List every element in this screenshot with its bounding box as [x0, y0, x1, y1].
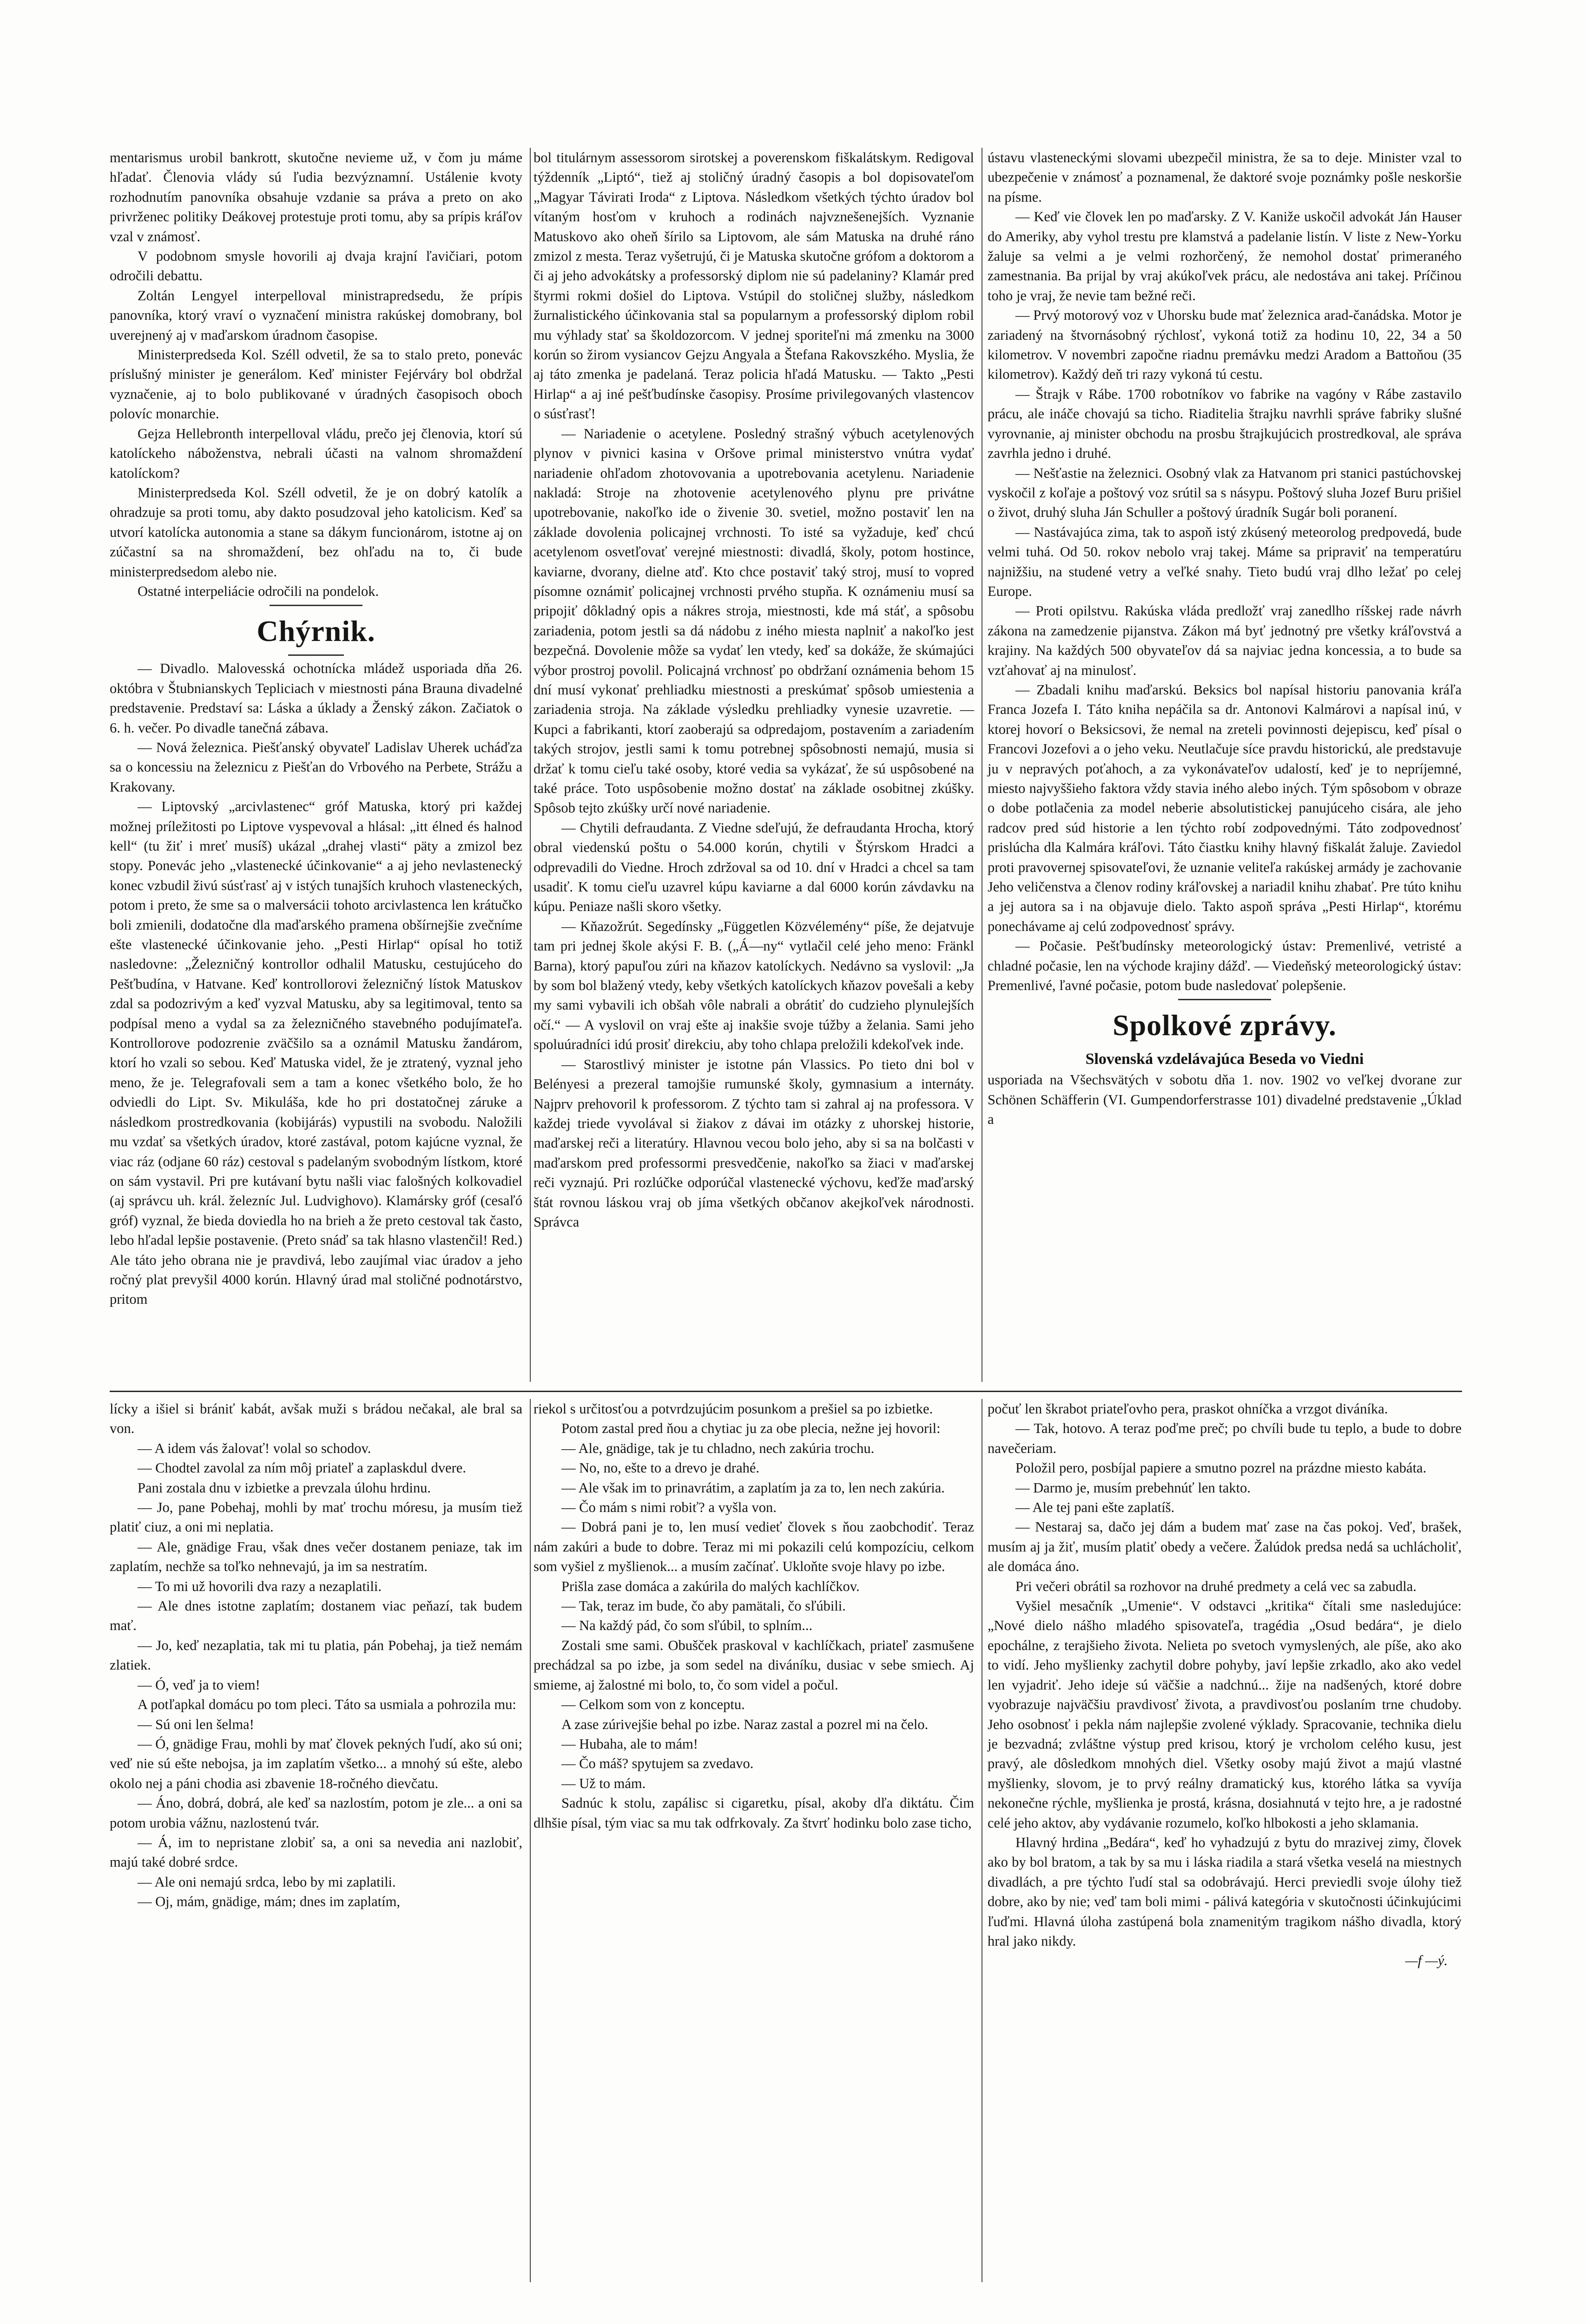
dialogue-line: — Áno, dobrá, dobrá, ale keď sa nazlostím, potom je zle... a oni sa potom urobia vážnu, nazlostenú tvár.	[110, 1795, 522, 1831]
dialogue-line: — Čo máš? spytujem sa zvedavo.	[561, 1756, 754, 1772]
news-item: — Chytili defraudanta. Z Viedne sdeľujú, že defraudanta Hrocha, ktorý obral viedenskú poštu o 54.000 korún, chytili v Štýrskom Hradci a odprevadili do Viedne. Hroch zdržoval sa od 10. dní v Hradci a chcel sa tam usadiť. K tomu cieľu uzavrel kúpu kaviarne a dal 6000 korún závdavku na kúpu. Peniaze našli skoro všetky.	[534, 819, 974, 915]
paragraph: Prišla zase domáca a zakúrila do malých kachlíčkov.	[561, 1578, 860, 1594]
paragraph: Pani zostala dnu v izbietke a prevzala úlohu hrdinu.	[138, 1479, 431, 1496]
news-item: — Nešťastie na železnici. Osobný vlak za Hatvanom pri stanici pastúchovskej vyskočil z koľaje a poštový voz srútil sa s násypu. Poštový sluha Jozef Buru prišiel o život, druhý sluha Ján Schuller a poštový úradník Sugár boli poranení.	[988, 465, 1462, 521]
news-item: — Nastávajúca zima, tak to aspoň istý zkúsený meteorolog predpovedá, bude velmi tuhá. Od 50. rokov nebolo vraj takej. Máme sa pripraviť na temperatúru najnižšiu, na studené vetry a veľké snahy. Tieto budú vraj dlho ležať po celej Europe.	[988, 524, 1462, 599]
paragraph: Gejza Hellebronth interpelloval vládu, prečo jej členovia, ktorí sú katolíckeho náboženstva, nebrali účasti na valnom shromaždení katolíckom?	[110, 425, 522, 481]
paragraph: mentarismus urobil bankrott, skutočne nevieme už, v čom ju máme hľadať. Členovia vlády sú ľudia bezvýznamní. Ustálenie kvoty rozhodnutím panovníka obsahuje vzdanie sa práva a preto on ako privrženec politiky Deákovej protestuje proti tomu, aby sa prípis kráľov vzal v známosť.	[110, 150, 522, 244]
news-item: — Starostlivý minister je istotne pán Vlassics. Po tieto dni bol v Belényesi a prezeral tamojšie rumunské školy, gymnasium a internáty. Najprv prehovoril k professorom. Z týchto tam si zahral aj na professora. V každej triede vyvolával si žiakov z dávai im otázky z uhorskej historie, maďarskej reči a literatúry. Hlavnou vecou bolo jeho, aby si sa na bolčasti v maďarskom pred professormi presvedčenie, nakoľko sa žiaci v maďarskej reči vyznajú. Pri rozlúčke odporúčal vlastenecké výchovu, keďže maďarský štát rovnou láskou vraj ob jíma všetkých občanov akejkoľvek národnosti. Správca	[534, 1056, 974, 1230]
dialogue-line: — Oj, mám, gnädige, mám; dnes im zaplatím,	[138, 1894, 400, 1910]
section-divider	[270, 605, 362, 606]
paragraph: Zostali sme sami. Obušček praskoval v kachlíčkach, priateľ zasmušene prechádzal sa po izbe, ja som sedel na diváníku, dusiac v sebe smiech. Aj smieme, aj žalostné mi bolo, to, čo som videl a počul.	[534, 1637, 974, 1693]
dialogue-line: — Sú oni len šelma!	[138, 1716, 254, 1732]
dialogue-line: — Už to mám.	[561, 1775, 646, 1791]
dialogue-line: — Na každý pád, čo som sľúbil, to splním...	[561, 1618, 813, 1634]
section-divider	[1178, 999, 1271, 1000]
paragraph: Vyšiel mesačník „Umenie“. V odstavci „kritika“ čítali sme nasledujúce: „Nové dielo nášho mladého spisovateľa, tragédia „Osud bedára“, je dielo epochálne, z terajšieho života. Nelieta po svetoch vymyslených, ale píše, ako ako to vidí. Jeho myšlienky zachytil dobre pohyby, javí lepšie zrkadlo, ako ako vedel len vyjadriť. Jeho ideje sú väčšie a nadchnú... žije na nadšených, ktoré dobre vyobrazuje najväčšiu pravdivosť života, a pravdivosťou poslaním trne chudoby. Jeho osobnosť i pekla nám najlepšie zvolené výklady. Spracovanie, technika dielu je bezvadná; zvláštne výstup pred krisou, ktorý je vrcholom celého kusu, jest pravý, ale dôsledkom mnohých diel. Všetky osoby majú život a majú vlastné myšlienky, slovom, je to prvý reálny dramatický kus, ktorého látka sa vyvíja nekonečne rýchle, myšlienka je prostá, krásna, dosiahnutá v tejto hre, a je radostné celé jeho aktov, aby vydávanie rozumelo, koľko hlbokosti a jeho sklamania.	[988, 1598, 1462, 1831]
news-item: — Nariadenie o acetylene. Posledný strašný výbuch acetylenových plynov v pivnici kasina v Oršove primal ministerstvo vnútra vydať nariadenie ohľadom zhotovovania a upotrebovania acetylenu. Nariadenie nakladá: Stroje na zhotovenie acetylenového plynu pre privátne upotrebovanie, nakoľko ide o živenie 30. svetiel, možno postaviť len na základe dovolenia policajnej vrchnosti. To isté sa vyžaduje, keď chcú acetylenom osvetľovať verejné miestnosti: divadlá, školy, potom hostince, kaviarne, dvorany, dielne atď. Kto chce postaviť taký stroj, musí to vopred písomne oznámiť policajnej vrchnosti prvého stupňa. K oznámeniu musí sa pripojiť dôkladný opis a nákres stroja, miestnosti, kde má stáť, a spôsobu zariadenia, potom jestli sa dá nádobu z iného miesta naplniť a nakoľko jest bezpečná. Dovolenie môže sa vydať len vtedy, keď sa dokáže, že skúmajúci výbor prostroj povolil. Policajná vrchnosť po obdržaní oznámenia behom 15 dní musí vykonať prehliadku miestnosti a preskúmať spôsob umiestenia a zariadenia stroja. Na základe výsledku prehliadky vynesie uzavretie. — Kupci a fabrikanti, ktorí zaoberajú sa odpredajom, postavením a zariadením takých strojov, jestli sami k tomu potrebnej spôsobnosti nemajú, musia si držať k tomu cieľu také osoby, ktoré vedia sa vykázať, že sú uspôsobené na také práce. Toto uspôsobenie možno dostať na základe osobitnej zkúšky. Spôsob tejto zkúšky určí nové nariadenie.	[534, 425, 974, 816]
dialogue-line: — Tak, hotovo. A teraz poďme preč; po chvíli bude tu teplo, a bude to dobre navečeriam.	[988, 1420, 1462, 1456]
dialogue-line: — Ale oni nemajú srdca, lebo by mi zaplatili.	[138, 1874, 396, 1890]
paragraph: Položil pero, posbíjal papiere a smutno pozrel na prázdne miesto kabáta.	[1015, 1460, 1427, 1476]
dialogue-line: — Dobrá pani je to, len musí vedieť človek s ňou zaobchodiť. Teraz nám zakúri a bude to dobre. Teraz mi mi pokazili celú kompozíciu, celkom som vyšiel z myšlienok... a musím začínať. Ukloňte svoje hlavy po izbe.	[534, 1519, 974, 1575]
author-signature: —f —ý.	[1405, 1953, 1448, 1969]
dialogue-line: — Chodtel zavolal za ním môj priateľ a zaplaskdul dvere.	[138, 1460, 466, 1476]
paragraph: usporiada na Všechsvätých v sobotu dňa 1. nov. 1902 vo veľkej dvorane zur Schönen Schäfferin (VI. Gumpendorferstrasse 101) divadelné predstavenie „Úklad a	[988, 1072, 1462, 1128]
upper-column-2	[534, 148, 974, 1232]
dialogue-line: — Nestaraj sa, dačo jej dám a budem mať zase na čas pokoj. Veď, brašek, musím aj ja žiť, musím platiť obedy a večere. Žalúdok predsa nedá sa uchlácholiť, ale domáca áno.	[988, 1519, 1462, 1575]
dialogue-line: — Jo, pane Pobehaj, mohli by mať trochu móresu, ja musím tiež platiť ciuz, a oni mi neplatia.	[110, 1499, 522, 1535]
paragraph: bol titulárnym assessorom sirotskej a poverenskom fiškalátskym. Redigoval týždenník „Liptó“, tiež aj stoličný úradný časopis a bol dopisovateľom „Magyar Távirati Iroda“ z Liptova. Následkom všetkých týchto úradov bol vítaným hosťom v kruhoch a rodinách najvznešenejších. Vyznanie Matuskovo ako oheň šírilo sa Liptovom, ale sám Matuska na druhé ráno zmizol z mesta. Teraz vyšetrujú, či je Matuska skutočne grófom a doktorom a či aj jeho advokátsky a professorský diplom nie sú padelaniny? Klamár pred štyrmi rokmi došiel do Liptova. Vstúpil do stoličnej služby, následkom žurnalistického účinkovania stal sa popularnym a professorský diplom robil mu výhlady stať sa školdozorcom. V jednej sporiteľni má zmenku na 3000 korún so žirom vysiancov Gejzu Angyala a Štefana Rakovszkého. Myslia, že aj táto zmenka je padelaná. Teraz policia hľadá Matusku. — Takto „Pesti Hirlap“ a aj iné pešťbudínske časopisy. Prosíme privilegovaných vlastencov o súsťrasť!	[534, 150, 974, 422]
paragraph: Sadnúc k stolu, zapálisc si cigaretku, písal, akoby dľa diktátu. Čim dlhšie písal, tým viac sa mu tak odfrkovaly. Za štvrť hodinku bolo zase ticho,	[534, 1795, 974, 1831]
section-divider	[288, 654, 344, 656]
lower-column-1	[110, 1399, 522, 1912]
chyrnik-heading: Chýrnik.	[257, 614, 376, 648]
paragraph: riekol s určitosťou a potvrdzujúcim posunkom a prešiel sa po izbietke.	[534, 1401, 933, 1417]
dialogue-line: — Ale tej pani ešte zaplatíš.	[1015, 1499, 1175, 1516]
paragraph: A potľapkal domácu po tom pleci. Táto sa usmiala a pohrozila mu:	[138, 1697, 516, 1713]
paragraph: Ostatné interpeliácie odročili na pondelok.	[138, 583, 379, 599]
paragraph: A zase zúrivejšie behal po izbe. Naraz zastal a pozrel mi na čelo.	[561, 1716, 929, 1732]
spolkove-subheading: Slovenská vzdelávajúca Beseda vo Viedni	[1085, 1050, 1364, 1068]
paragraph: Ministerpredseda Kol. Széll odvetil, že je on dobrý katolík a ohradzuje sa proti tomu, aby dakto posudzoval jeho katolicism. Keď sa utvorí katolícka autonomia a stane sa dákym funcionárom, istotne aj on zúčastní sa na shromaždení, bez ohľadu na to, či bude ministerpredsedom alebo nie.	[110, 484, 522, 580]
paragraph: V podobnom smysle hovorili aj dvaja krajní ľavičiari, potom odročili debattu.	[110, 248, 522, 284]
lower-column-2	[534, 1399, 974, 1833]
dialogue-line: — Jo, keď nezaplatia, tak mi tu platia, pán Pobehaj, ja tiež nemám zlatiek.	[110, 1637, 522, 1673]
news-item: — Divadlo. Malovesská ochotnícka mládež usporiada dňa 26. októbra v Štubnianskych Tepliciach v miestnosti pána Brauna divadelné predstavenie. Predstaví sa: Láska a úklady a Ženský zákon. Začiatok o 6. h. večer. Po divadle tanečná zábava.	[110, 660, 522, 736]
paragraph: Zoltán Lengyel interpelloval ministrapredsedu, že prípis panovníka, ktorý vraví o vyznačení ministra rakúskej domobrany, bol uverejnený aj v maďarskom úradnom časopise.	[110, 287, 522, 343]
news-item: — Kňazožrút. Segedínsky „Független Közvélemény“ píše, že dejatvuje tam pri jednej škole akýsi F. B. („Á—ny“ vytlačil celé jeho meno: Fränkl Barna), ktorý papuľou zúri na kňazov katolíckych. Nedávno sa vyslovil: „Ja by som bol blažený vtedy, keby všetkých katolíckych kňazov povešali a keby my sami vybavili ich obšah vôle nabrali a obrátiť do cudzieho plynulejších očí.“ — A vyslovil on vraj ešte aj inakšie svoje túžby a želania. Sami jeho spoluúradníci idú prosiť direkciu, aby toho chlapa preložili kdekoľvek inde.	[534, 918, 974, 1053]
paragraph: Ministerpredseda Kol. Széll odvetil, že sa to stalo preto, ponevác príslušný minister je generálom. Keď minister Fejérváry bol obdržal vyznačenie, aj to bolo publikované v úradných časopisoch oboch polovíc monarchie.	[110, 347, 522, 422]
paragraph: Hlavný hrdina „Bedára“, keď ho vyhadzujú z bytu do mrazivej zimy, človek ako by bol bratom, a tak by sa mu i láska riadila a stará všetka veselá na miestnych divadlách, a pre týchto ľudí stal sa odobrávajú. Herci previedli svoje úlohy tiež dobre, ako by nie; veď tam boli mimi - pálivá kategória v skutočnosti účinkujúcimi ľuďmi. Hlavná úloha zastúpená bola znamenitým tragikom nášho divadla, ktorý hral jako nikdy.	[988, 1834, 1462, 1949]
dialogue-line: — Tak, teraz im bude, čo aby pamätali, čo sľúbili.	[561, 1598, 846, 1614]
dialogue-line: — Ale, gnädige, tak je tu chladno, nech zakúria trochu.	[561, 1440, 875, 1456]
dialogue-line: — Ó, veď ja to viem!	[138, 1677, 260, 1693]
spolkove-heading: Spolkové zprávy.	[1113, 1009, 1337, 1042]
news-item: — Liptovský „arcivlastenec“ gróf Matuska, ktorý pri každej možnej príležitosti po Liptove vyspevoval a hlásal: „itt élned és halnod kell“ (tu žiť i mreť musíš) ukázal „drahej vlasti“ päty a zmizol bez stopy. Ponevác jeho „vlastenecké účinkovanie“ a aj jeho nevlastenecký konec vzbudil živú súsťrasť aj v istých tunajších kruhoch vlasteneckých, potom i preto, že sme sa o malversácii tohoto arcivlastenca len krátučko boli zmienili, dodatočne dla maďarského pramena obšírnejšie zvečníme ešte vlastenecké účinkovanie jeho. „Pesti Hirlap“ opísal ho totiž nasledovne: „Železničný kontrollor odhalil Matusku, cestujúceho do Pešťbudína, v Hatvane. Keď kontrollorovi železničný lístok Matuskov zdal sa podozrivým a keď vyzval Matusku, aby sa legitimoval, tento sa podpísal meno a vydal sa za železničného stavebného podujímateľa. Kontrollorove podozrenie zväčšilo sa a oznámil Matusku žandárom, ktorí ho vzali so sebou. Keď Matuska videl, že je ztratený, vyznal jeho meno, že je. Telegrafovali sem a tam a konec všetkého bolo, že ho odviedli do Lipt. Sv. Mikuláša, kde ho pri dostatočnej záruke a následkom prostredkovania (kobijárás) vypustili na svobodu. Naložili mu vzdať sa všetkých úradov, ktoré zastával, potom kajúcne vyznal, že viac ráz (odjane 60 ráz) cestoval s padelaným svobodným lístkom, ktoré on sám vystavil. Pri pre kutávaní bytu našli viac falošných kolkovadiel (aj správcu uh. král. železníc Jul. Ludvighovo). Klamársky gróf (cesaľó gróf) vyznal, že bieda doviedla ho na brieh a že preto cestoval tak často, lebo hľadal lepšie postavenie. (Preto snáď sa tak hlasno vlastenčil! Red.) Ale táto jeho obrana nie je pravdivá, lebo zaujímal viac úradov a jeho ročný plat prevyšil 4000 korún. Hlavný úrad mal stoličné podnotárstvo, pritom	[110, 799, 522, 1307]
news-item: — Keď vie človek len po maďarsky. Z V. Kaniže uskočil advokát Ján Hauser do Ameriky, aby vyhol trestu pre klamstvá a padelanie listín. V liste z New-Yorku žaluje sa velmi a je velmi rozhorčený, že nemohol dostať primeraného zamestnania. Ba prijal by vraj akúkoľvek prácu, ale nedostáva ani takej. Príčinou toho je vraj, že nevie tam bežné reči.	[988, 209, 1462, 304]
news-item: — Počasie. Pešťbudínsky meteorologický ústav: Premenlivé, vetristé a chladné počasie, len na východe krajiny dážď. — Viedeňský meteorologický ústav: Premenlivé, ľavné počasie, potom bude nasledovať polepšenie.	[988, 938, 1462, 994]
paragraph: Pri večeri obrátil sa rozhovor na druhé predmety a celá vec sa zabudla.	[1015, 1578, 1417, 1594]
dialogue-line: — Darmo je, musím prebehnúť len takto.	[1015, 1479, 1251, 1496]
paragraph: počuť len škrabot priateľovho pera, praskot ohníčka a vrzgot diváníka.	[988, 1401, 1388, 1417]
news-item: — Nová železnica. Piešťanský obyvateľ Ladislav Uherek ucháďza sa o koncessiu na železnicu z Piešťan do Vrbového na Perbete, Strážu a Krakovany.	[110, 739, 522, 795]
paragraph: lícky a išiel si brániť kabát, avšak muži s brádou nečakal, ale bral sa von.	[110, 1401, 522, 1437]
upper-column-1	[110, 148, 522, 1309]
dialogue-line: — Hubaha, ale to mám!	[561, 1736, 698, 1752]
column-divider	[530, 148, 531, 1382]
dialogue-line: — Celkom som von z konceptu.	[561, 1697, 745, 1713]
dialogue-line: — Ó, gnädige Frau, mohli by mať človek pekných ľudí, ako sú oni; veď nie sú ešte nebojsa, ja im zaplatím všetko... a mnohý sú ešte, alebo okolo nej a páni chodia asi zbavenie 18-ročného dievčatu.	[110, 1736, 522, 1791]
dialogue-line: — Á, im to nepristane zlobiť sa, a oni sa nevedia ani nazlobiť, majú také dobré srdce.	[110, 1834, 522, 1870]
paragraph: ústavu vlasteneckými slovami ubezpečil ministra, že sa to deje. Minister vzal to ubezpečenie v známosť a poznamenal, že daktoré svoje poznámky pošle neskoršie na písme.	[988, 150, 1462, 205]
dialogue-line: — Čo mám s nimi robiť? a vyšla von.	[561, 1499, 777, 1516]
paragraph: Potom zastal pred ňou a chytiac ju za obe plecia, nežne jej hovoril:	[561, 1420, 941, 1437]
dialogue-line: — Ale však im to prinavrátim, a zaplatím ja za to, len nech zakúria.	[561, 1479, 945, 1496]
dialogue-line: — To mi už hovorili dva razy a nezaplatili.	[138, 1578, 382, 1594]
news-item: — Prvý motorový voz v Uhorsku bude mať železnica arad-čanádska. Motor je zariadený na štvornásobný rýchlosť, vykoná totiž za hodinu 10, 22, 34 a 50 kilometrov. V novembri započne riadnu premávku medzi Aradom a Battoňou (35 kilometrov). Každý deň tri razy vykoná tú cestu.	[988, 307, 1462, 383]
dialogue-line: — Ale, gnädige Frau, však dnes večer dostanem peniaze, tak im zaplatím, nechže sa toľko nehnevajú, ja im sa nestratím.	[110, 1538, 522, 1575]
lower-column-3	[988, 1399, 1462, 1971]
dialogue-line: — No, no, ešte to a drevo je drahé.	[561, 1460, 760, 1476]
column-divider	[530, 1399, 531, 2282]
news-item: — Štrajk v Rábe. 1700 robotníkov vo fabrike na vagóny v Rábe zastavilo prácu, ale ináče chovajú sa ticho. Riaditelia štrajku navrhli správe fabriky slušné vyrovnanie, aj minister obchodu na prosbu štrajkujúcich prostredkoval, ale správa zavrhla jedno i druhé.	[988, 386, 1462, 462]
dialogue-line: — Ale dnes istotne zaplatím; dostanem viac peňazí, tak budem mať.	[110, 1598, 522, 1634]
dialogue-line: — A idem vás žalovať! volal so schodov.	[138, 1440, 371, 1456]
news-item: — Zbadali knihu maďarskú. Beksics bol napísal historiu panovania kráľa Franca Jozefa I. Táto kniha nepáčila sa dr. Antonovi Kalmárovi a napísal inú, v ktorej hovorí o Beksicsovi, že nemal na zreteli povinnosti dejepiscu, keď písal o Francovi Jozefovi a o jeho veku. Neutlačuje síce pravdu historickú, ale predstavuje ju v nepravých poťahoch, a za vykonávateľov udalostí, keď je to nepríjemné, miesto najvyššieho faktora vždy stavia iného alebo iných. Tým spôsobom v obraze o dobe potlačenia za model neberie absolutistickej panujúceho cisára, ale jeho radcov pred súd historie a len týchto robí zodpovednými. Táto zodpovednosť prislúcha dla Kalmára kráľovi. Táto čiastku knihy hlavný fiškalát žaluje. Zaviedol proti pravovernej spisovateľovi, že uznanie veliteľa rakúskej armády je zachovanie Jeho veličenstva a členov rodiny kráľovskej a nariadil knihu zhabať. Pre túto knihu a jej autora sa i na objavuje dielo. Takto aspoň správa „Pesti Hirlap“, ktorému ponechávame aj celú zodpovednosť správy.	[988, 681, 1462, 934]
upper-column-3	[988, 148, 1462, 1129]
news-item: — Proti opilstvu. Rakúska vláda predložť vraj zanedlho ríšskej rade návrh zákona na zamedzenie pijanstva. Zákon má byť jednotný pre všetky kráľovstvá a krajiny. Na každých 500 obyvateľov dá sa najviac jedna koncessia, a to bude sa vzťahovať aj na minulosť.	[988, 603, 1462, 678]
feuilleton-rule	[110, 1391, 1462, 1392]
